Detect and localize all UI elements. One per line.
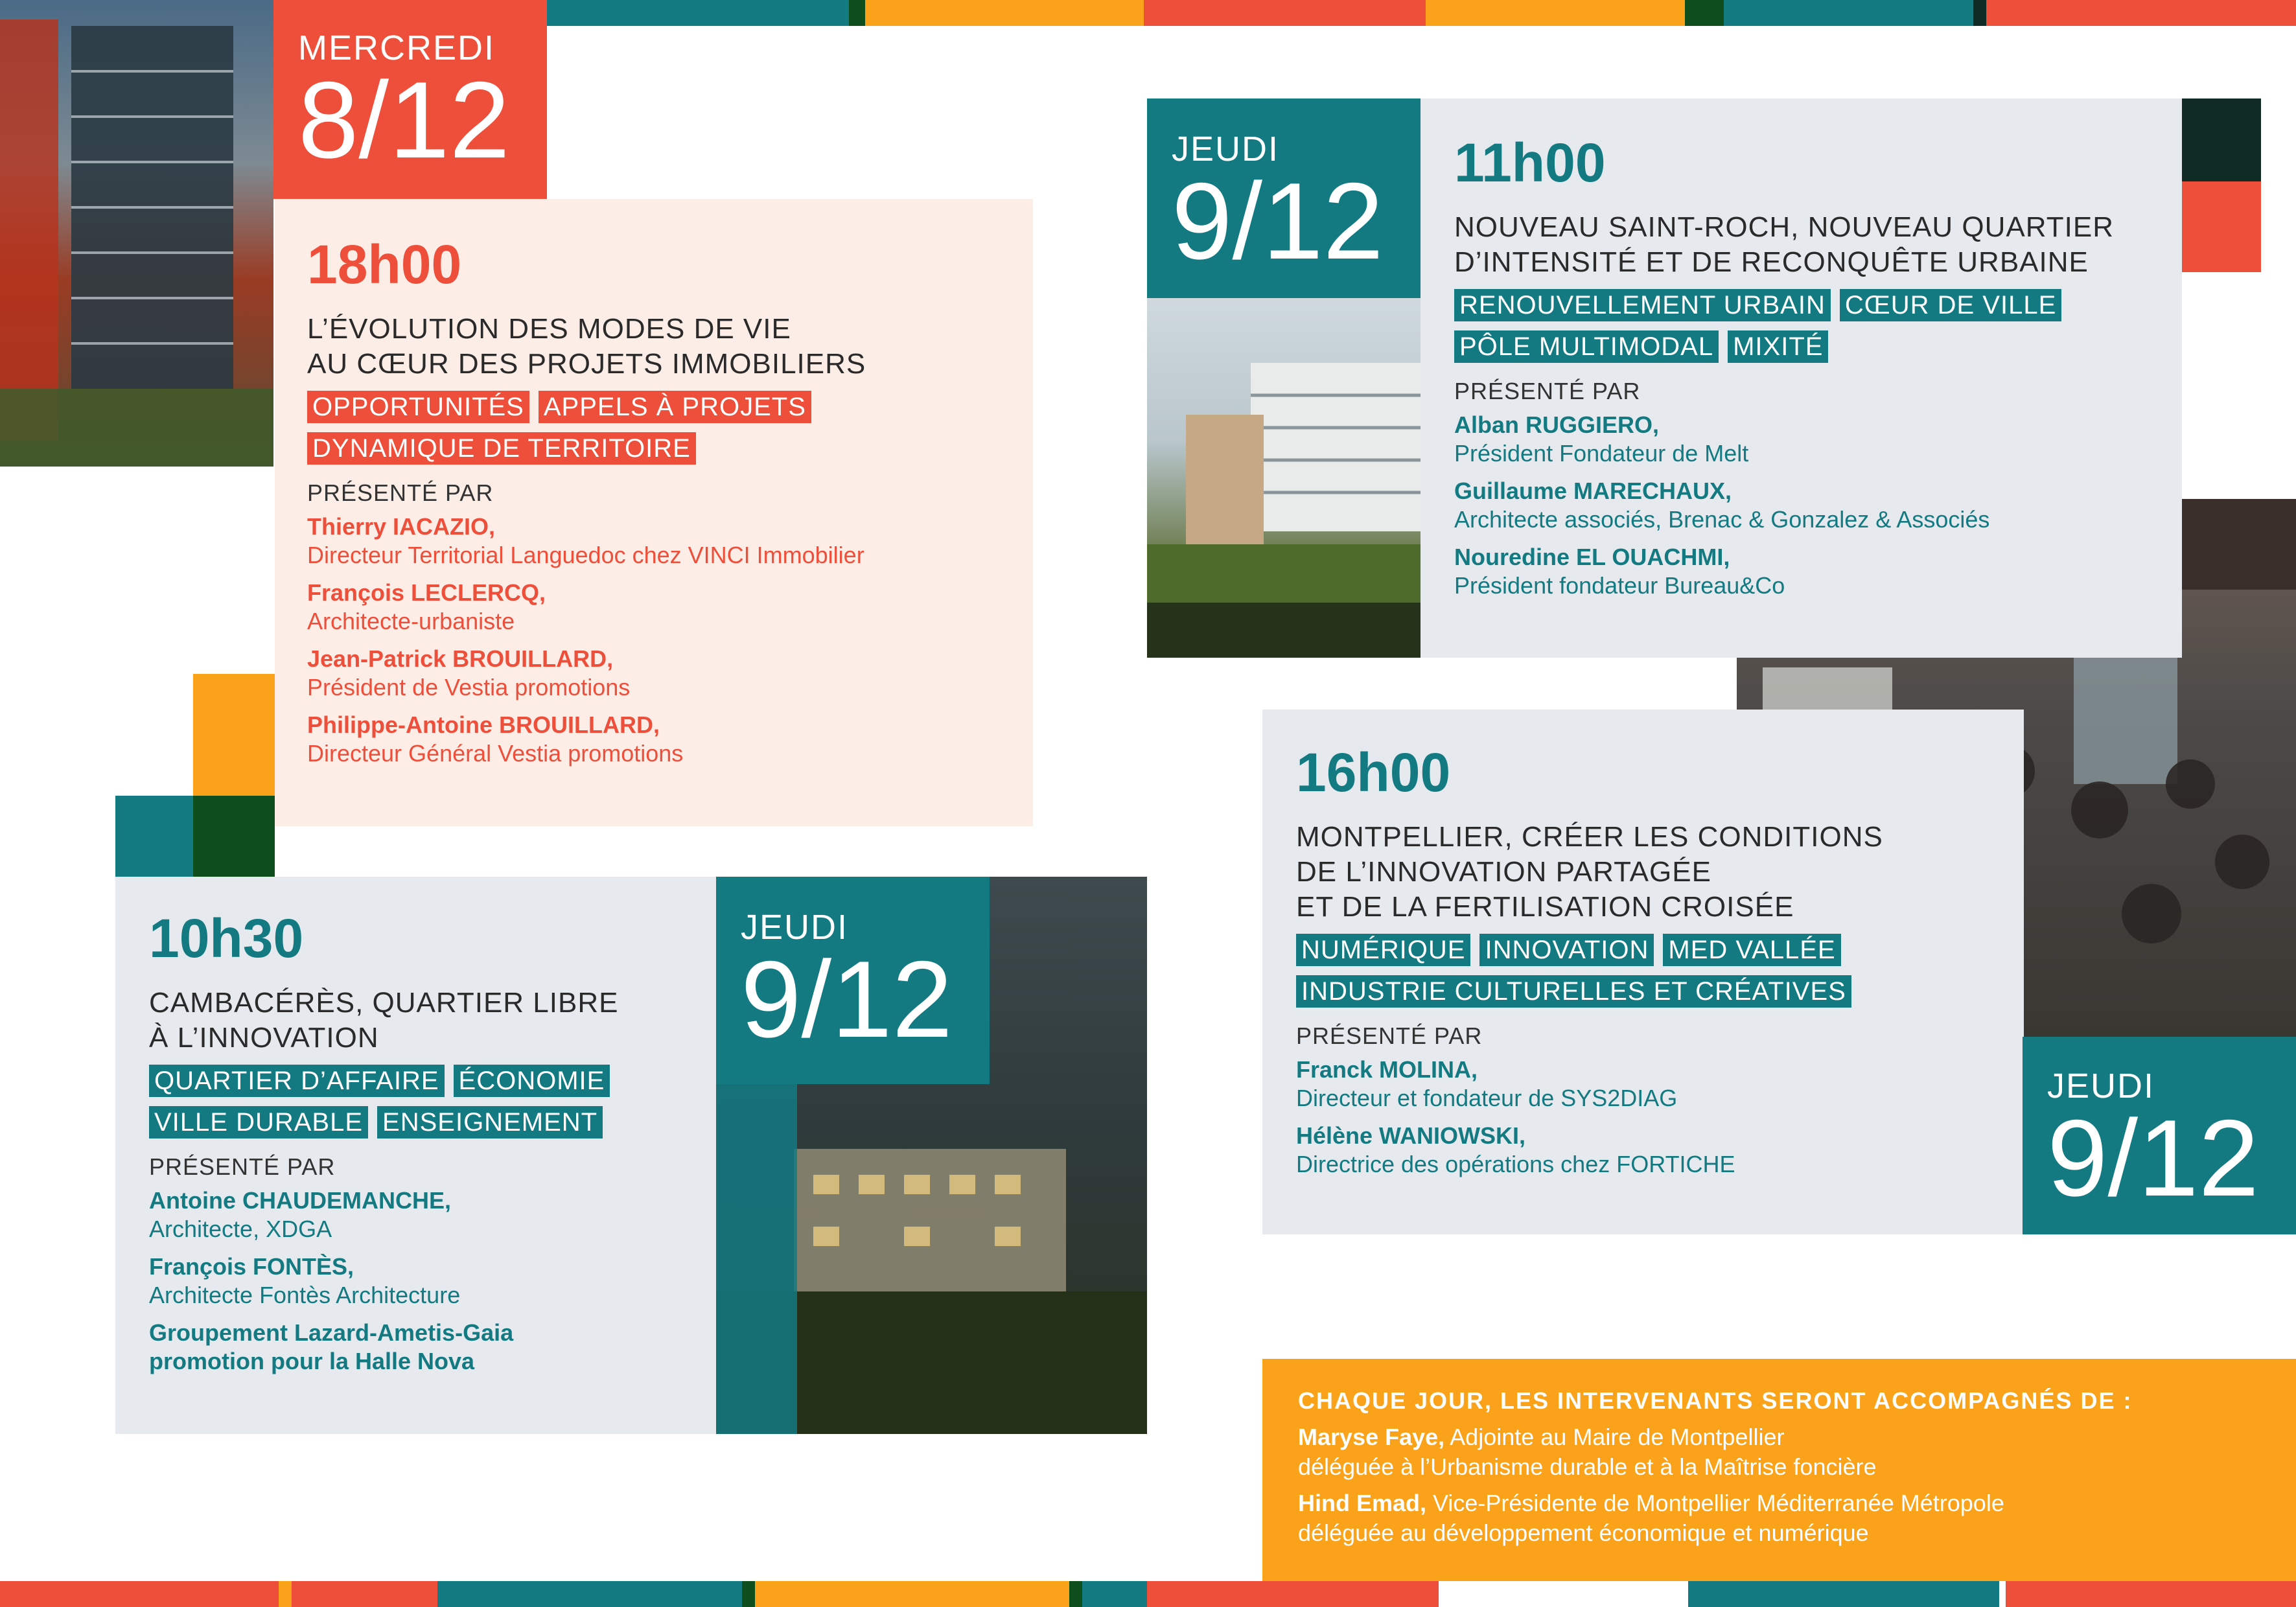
speaker-name: François LECLERCQ, [307, 579, 546, 606]
deco-square [193, 674, 275, 797]
session-title-line: AU CŒUR DES PROJETS IMMOBILIERS [307, 348, 866, 380]
tag-list [1296, 934, 2015, 1008]
accompanying-speakers-box [1262, 1359, 2296, 1581]
date-badge-jeudi-1600 [2023, 1037, 2296, 1234]
speaker-role: Président Fondateur de Melt [1454, 440, 1749, 467]
deco-strip [716, 1084, 797, 1434]
person-role-line2: déléguée au développement économique et numérique [1298, 1520, 1869, 1546]
speaker [1454, 543, 2174, 600]
bottom-color-bar [0, 1581, 2296, 1607]
speaker-role: Président de Vestia promotions [307, 674, 631, 700]
date-number: 9/12 [1172, 160, 1384, 282]
session-time: 11h00 [1454, 132, 1606, 193]
deco-square [115, 796, 193, 877]
tag: MIXITÉ [1728, 330, 1828, 363]
date-badge-jeudi-1030 [716, 877, 990, 1084]
session-title-line: MONTPELLIER, CRÉER LES CONDITIONS [1296, 821, 1883, 853]
tag: ÉCONOMIE [454, 1065, 610, 1097]
speaker-role: promotion pour la Halle Nova [149, 1348, 475, 1374]
tag: INNOVATION [1479, 934, 1654, 966]
speaker-role: Architecte associés, Brenac & Gonzalez & Associés [1454, 506, 1990, 533]
person-role: Vice-Présidente de Montpellier Méditerranée Métropole [1426, 1490, 2004, 1516]
speaker-role: Directrice des opérations chez FORTICHE [1296, 1151, 1735, 1177]
day-label: JEUDI [2047, 1067, 2155, 1105]
speaker-role: Directeur Territorial Languedoc chez VINCI Immobilier [307, 542, 864, 568]
person-role: Adjointe au Maire de Montpellier [1444, 1424, 1785, 1450]
speaker [1296, 1122, 2015, 1179]
speaker-role: Architecte-urbaniste [307, 608, 515, 634]
tag: RENOUVELLEMENT URBAIN [1454, 289, 1831, 321]
speaker-name: Antoine CHAUDEMANCHE, [149, 1187, 451, 1214]
speaker-name: Guillaume MARECHAUX, [1454, 478, 1732, 504]
speaker [307, 513, 1020, 570]
person-name: Maryse Faye, [1298, 1424, 1445, 1450]
session-card-jeudi-1100 [1421, 98, 2182, 658]
speaker [1454, 411, 2174, 468]
speaker-name: Groupement Lazard-Ametis-Gaia [149, 1319, 514, 1346]
person-name: Hind Emad, [1298, 1490, 1427, 1516]
speaker [149, 1319, 706, 1376]
speaker-name: Jean-Patrick BROUILLARD, [307, 645, 614, 672]
deco-square [2182, 181, 2261, 272]
speaker-name: Franck MOLINA, [1296, 1056, 1478, 1083]
presented-by-label: PRÉSENTÉ PAR [307, 480, 494, 506]
speaker-role: Directeur et fondateur de SYS2DIAG [1296, 1085, 1678, 1111]
person [1298, 1422, 2270, 1482]
session-card-mercredi [275, 199, 1033, 826]
box-heading: CHAQUE JOUR, LES INTERVENANTS SERONT ACCOMPAGNÉS DE : [1298, 1387, 2133, 1414]
tag-list [1454, 289, 2174, 363]
presented-by-label: PRÉSENTÉ PAR [1296, 1023, 1483, 1049]
tag-list [307, 391, 1020, 465]
speaker-role: Architecte Fontès Architecture [149, 1282, 461, 1308]
session-title-line: À L’INNOVATION [149, 1022, 379, 1054]
top-color-bar [544, 0, 2296, 26]
session-time: 18h00 [307, 234, 462, 295]
speaker-name: Thierry IACAZIO, [307, 513, 496, 540]
speaker [307, 711, 1020, 768]
tag-list [149, 1065, 706, 1139]
date-number: 9/12 [2047, 1097, 2259, 1219]
tag: MED VALLÉE [1663, 934, 1840, 966]
speaker-name: Hélène WANIOWSKI, [1296, 1122, 1526, 1149]
speaker-name: Alban RUGGIERO, [1454, 411, 1660, 438]
session-card-jeudi-1600 [1262, 710, 2024, 1234]
day-label: JEUDI [741, 908, 849, 947]
day-label: MERCREDI [298, 29, 496, 67]
speaker-name: Philippe-Antoine BROUILLARD, [307, 711, 660, 738]
day-label: JEUDI [1172, 130, 1280, 168]
tag: ENSEIGNEMENT [377, 1106, 603, 1139]
session-title-line: ET DE LA FERTILISATION CROISÉE [1296, 891, 1794, 923]
speaker [307, 579, 1020, 636]
tag: NUMÉRIQUE [1296, 934, 1470, 966]
speaker-role: Directeur Général Vestia promotions [307, 740, 684, 767]
person-role-line2: déléguée à l’Urbanisme durable et à la Maîtrise foncière [1298, 1453, 1877, 1480]
session-time: 10h30 [149, 908, 304, 969]
speaker [149, 1253, 706, 1310]
tag: CŒUR DE VILLE [1840, 289, 2061, 321]
session-card-jeudi-1030 [115, 877, 716, 1434]
session-title-line: L’ÉVOLUTION DES MODES DE VIE [307, 313, 791, 345]
speaker-name: Nouredine EL OUACHMI, [1454, 544, 1730, 570]
person [1298, 1488, 2270, 1548]
session-time: 16h00 [1296, 742, 1451, 803]
speaker-role: Président fondateur Bureau&Co [1454, 572, 1785, 599]
date-badge-jeudi-1100 [1147, 98, 1421, 298]
deco-square [2182, 98, 2261, 181]
presented-by-label: PRÉSENTÉ PAR [1454, 378, 1641, 404]
tag: QUARTIER D’AFFAIRE [149, 1065, 445, 1097]
session-title-line: NOUVEAU SAINT-ROCH, NOUVEAU QUARTIER [1454, 211, 2114, 243]
date-badge-mercredi [273, 0, 547, 199]
tag: VILLE DURABLE [149, 1106, 368, 1139]
saint-roch-photo [1147, 298, 1421, 658]
deco-square [193, 796, 275, 877]
session-title-line: CAMBACÉRÈS, QUARTIER LIBRE [149, 987, 619, 1019]
tag: DYNAMIQUE DE TERRITOIRE [307, 432, 696, 465]
date-number: 8/12 [298, 59, 510, 181]
session-title-line: DE L’INNOVATION PARTAGÉE [1296, 856, 1711, 888]
tag: INDUSTRIE CULTURELLES ET CRÉATIVES [1296, 975, 1851, 1008]
speaker [1454, 477, 2174, 534]
tag: APPELS À PROJETS [539, 391, 811, 423]
speaker-name: François FONTÈS, [149, 1253, 354, 1280]
speaker [1296, 1056, 2015, 1113]
building-photo-1 [0, 0, 273, 467]
speaker-role: Architecte, XDGA [149, 1216, 332, 1242]
speaker [307, 645, 1020, 702]
tag: OPPORTUNITÉS [307, 391, 529, 423]
speaker [149, 1186, 706, 1243]
tag: PÔLE MULTIMODAL [1454, 330, 1719, 363]
session-title-line: D’INTENSITÉ ET DE RECONQUÊTE URBAINE [1454, 246, 2089, 278]
presented-by-label: PRÉSENTÉ PAR [149, 1153, 336, 1180]
date-number: 9/12 [741, 938, 953, 1060]
